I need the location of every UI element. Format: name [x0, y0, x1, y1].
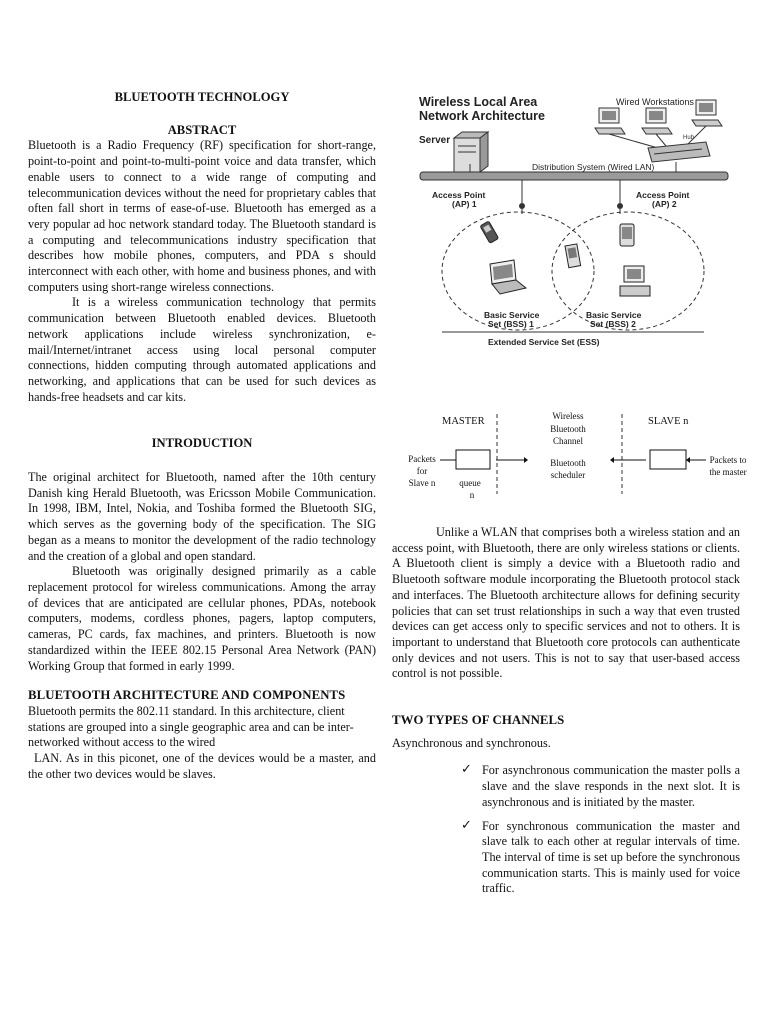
checkmark-icon: ✓: [461, 762, 472, 778]
server-icon: [454, 132, 488, 172]
checkmark-icon: ✓: [461, 817, 472, 833]
workstation-icon: [642, 108, 672, 134]
wired-workstations-label: Wired Workstations: [616, 97, 694, 107]
channels-heading: TWO TYPES OF CHANNELS: [392, 713, 565, 728]
ap2-label-line-2: (AP) 2: [652, 199, 677, 209]
ap2-label-line-1: Access Point: [636, 190, 690, 200]
queue-label-line-1: queue: [459, 478, 481, 488]
list-item: ✓ For asynchronous communication the master polls a slave and the slave responds in the next slot. It is asynchronous and is initiated by the master.: [461, 762, 740, 809]
wireless-channel-line-3: Channel: [553, 436, 583, 446]
packets-to-master-line-1: Packets to: [709, 455, 747, 465]
scheduler-line-1: Bluetooth: [550, 458, 586, 468]
master-label: MASTER: [442, 416, 485, 427]
slave-queue-box: [650, 450, 686, 469]
slave-label: SLAVE n: [648, 416, 689, 427]
scheduler-line-2: scheduler: [550, 470, 586, 480]
desktop-computer-icon: [620, 266, 650, 296]
abstract-paragraph-2: It is a wireless communication technology that permits communication between Bluetooth enabled devices. Bluetooth network applications include wireless synchronization, e-mail/Internet/intranet access using local personal computer connections, hidden computing through automated applications and networking, and applications that can be used for such devices as hands-free headsets and car kits.: [28, 295, 376, 404]
pda-icon: [620, 224, 634, 246]
workstation-icon: [692, 100, 722, 126]
laptop-icon: [490, 260, 526, 294]
ap1-label-line-1: Access Point: [432, 190, 486, 200]
right-column: [392, 525, 740, 905]
mobile-phone-icon: [480, 221, 499, 243]
channel-types-list: [461, 762, 740, 897]
left-column: [28, 90, 376, 782]
bss1-label-line-2: Set (BSS) 1: [488, 319, 534, 329]
hub-label: Hub: [683, 135, 695, 141]
architecture-heading: BLUETOOTH ARCHITECTURE AND COMPONENTS: [28, 688, 346, 703]
introduction-heading: INTRODUCTION: [151, 436, 253, 451]
server-label: Server: [419, 135, 451, 146]
workstation-icon: [595, 108, 625, 134]
abstract-heading: ABSTRACT: [167, 122, 237, 137]
wlan-architecture-figure: [414, 86, 734, 356]
ess-label: Extended Service Set (ESS): [488, 337, 600, 347]
packets-for-line-2: for: [416, 466, 428, 476]
queue-box: [456, 450, 490, 469]
wireless-channel-line-1: Wireless: [552, 411, 584, 421]
packets-for-line-1: Packets: [408, 454, 436, 464]
document-title: BLUETOOTH TECHNOLOGY: [114, 90, 290, 104]
abstract-paragraph-1: Bluetooth is a Radio Frequency (RF) specification for short-range, point-to-point and point-to-multi-point voice and data transfer, which enable users to connect to a wide range of computing and telecommunication devices without the need for proprietary cables that often fall short in terms of ease-of-use. Bluetooth has emerged as a very popular ad hoc network standard today. The Bluetooth standard is a computing and telecommunications industry specification that describes how mobile phones, computers, and PDA s should interconnect with each other, with home and business phones, and with computers using short-range wireless connections.: [28, 138, 376, 294]
wireless-channel-line-2: Bluetooth: [550, 424, 586, 434]
introduction-paragraph-1: The original architect for Bluetooth, named after the 10th century Danish king Herald Bluetooth, was Ericsson Mobile Communication. In 1998, IBM, Intel, Nokia, and Toshiba formed the Bluetooth SIG, which serves as the governing body of the specification. The SIG began as a means to monitor the development of the radio technology and the creation of a global and open standard.: [28, 470, 376, 563]
queue-label-line-2: n: [469, 490, 475, 500]
bluetooth-scheduler-figure: [396, 406, 756, 504]
pda-icon: [565, 244, 581, 268]
figure-title-line-1: Wireless Local Area: [419, 95, 538, 109]
bss2-label-line-2: Set (BSS) 2: [590, 319, 636, 329]
bss2-label-line-1: Basic Service: [586, 310, 642, 320]
ap1-label-line-2: (AP) 1: [452, 199, 477, 209]
list-item: ✓ For synchronous communication the master and slave talk to each other at regular intervals of time. The interval of time is set up before the synchronous communication starts. This is mainly used for voice traffic.: [461, 817, 740, 896]
architecture-paragraph-2: LAN. As in this piconet, one of the devices would be a master, and the other two devices would be slaves.: [28, 751, 376, 781]
packets-for-line-3: Slave n: [408, 478, 436, 488]
figure-title-line-2: Network Architecture: [419, 109, 545, 123]
wlan-comparison-paragraph: Unlike a WLAN that comprises both a wireless station and an access point, with Bluetooth, there are only wireless stations or clients. A Bluetooth client is simply a device with a Bluetooth radio and Bluetooth software module incorporating the Bluetooth protocol stack and interfaces. The Bluetooth architecture allows for defining security policies that can set trust relationships in such a way that even trusted devices can get access only to specific services and not to others. It is important to understand that Bluetooth core protocols can authenticate only devices and not users. This is not to say that user-based access control is not possible.: [392, 525, 740, 681]
packets-to-master-line-2: the master: [709, 467, 747, 477]
hub-icon: [648, 142, 710, 162]
bss1-label-line-1: Basic Service: [484, 310, 540, 320]
architecture-paragraph-1: Bluetooth permits the 802.11 standard. In this architecture, client stations are grouped into a single geographic area and can be inter-networked without access to the wired: [28, 703, 354, 750]
introduction-paragraph-2: Bluetooth was originally designed primarily as a cable replacement protocol for wireless communications. Among the array of devices that are anticipated are cellular phones, PDAs, notebook computers, modems, cordless phones, pagers, laptop computers, cameras, PC cards, fax machines, and printers. Bluetooth is now standardized within the IEEE 802.15 Personal Area Network (PAN) Working Group that formed in early 1999.: [28, 564, 376, 673]
channels-subtitle: Asynchronous and synchronous.: [392, 735, 551, 750]
distribution-label: Distribution System (Wired LAN): [532, 162, 655, 172]
